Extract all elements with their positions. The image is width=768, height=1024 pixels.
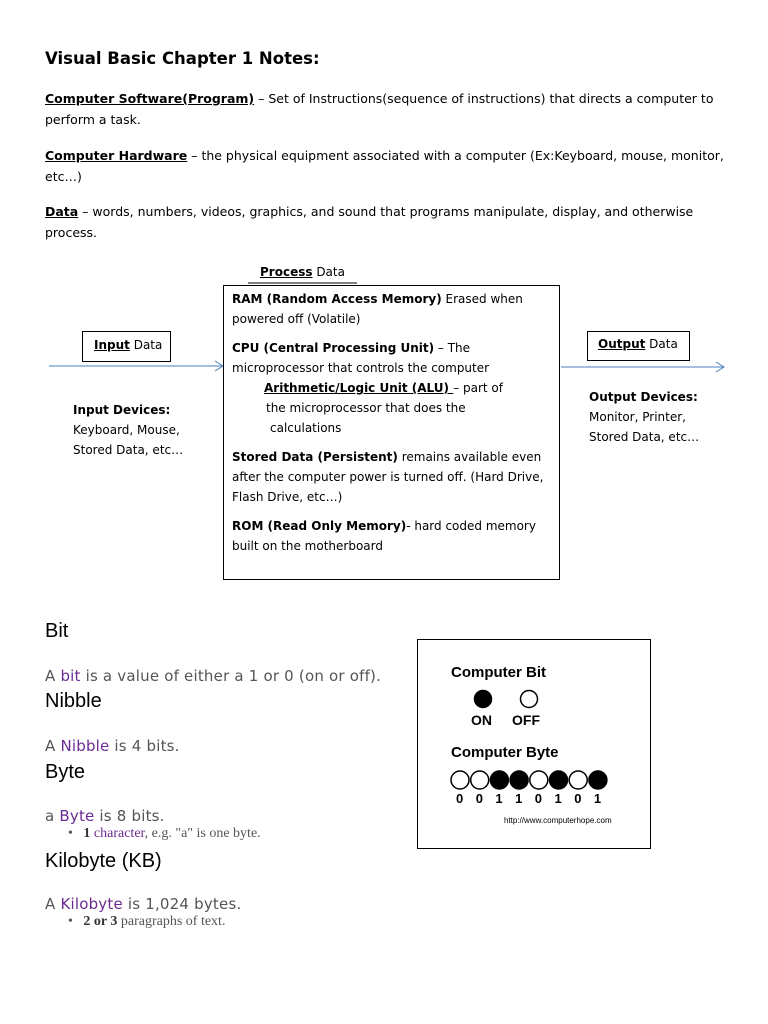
byte-bit-circle-icon bbox=[490, 771, 508, 789]
def-post: is 1,024 bytes. bbox=[122, 895, 242, 913]
def-post: is 8 bits. bbox=[94, 807, 165, 825]
def-pre: a bbox=[45, 807, 60, 825]
heading-nibble: Nibble bbox=[45, 690, 102, 712]
term-data: Data bbox=[45, 204, 79, 219]
input-label-bold: Input bbox=[94, 338, 130, 352]
byte-bit-circle-icon bbox=[589, 771, 607, 789]
bullet-text: , e.g. "a" is one byte. bbox=[144, 826, 261, 841]
heading-byte: Byte bbox=[45, 761, 86, 783]
kilobyte-bullet bbox=[68, 914, 225, 930]
rom-item bbox=[232, 516, 551, 556]
byte-digits bbox=[418, 791, 650, 807]
output-devices-line: Monitor, Printer, bbox=[589, 410, 686, 424]
alu-line-1 bbox=[232, 378, 551, 398]
byte-bit-digit: 0 bbox=[456, 791, 464, 806]
byte-bit-digit: 1 bbox=[495, 791, 503, 806]
byte-bit-digit: 1 bbox=[593, 791, 602, 806]
kilobyte-definition bbox=[45, 895, 241, 913]
nibble-definition bbox=[45, 737, 180, 755]
definition-text: – words, numbers, videos, graphics, and sound that programs manipulate, display, and otherwise process. bbox=[45, 204, 694, 240]
alu-line-3: calculations bbox=[270, 421, 342, 435]
alu-term: Arithmetic/Logic Unit (ALU) bbox=[264, 381, 454, 395]
byte-bit-digit: 1 bbox=[515, 791, 523, 806]
alu-line-2: the microprocessor that does the bbox=[266, 401, 466, 415]
input-devices-line: Keyboard, Mouse, bbox=[73, 423, 180, 437]
output-devices-line: Stored Data, etc… bbox=[589, 430, 700, 444]
def-pre: A bbox=[45, 895, 61, 913]
byte-bit-digit: 1 bbox=[554, 791, 562, 806]
byte-bit-circle-icon bbox=[451, 771, 469, 789]
nibble-link[interactable]: Nibble bbox=[60, 737, 110, 755]
cpu-text: – The microprocessor that controls the computer bbox=[232, 341, 490, 375]
byte-bit-circle-icon bbox=[510, 771, 528, 789]
stored-data-item bbox=[232, 447, 551, 507]
computer-byte-title: Computer Byte bbox=[451, 744, 559, 761]
bullet-dot-icon: • bbox=[68, 826, 84, 841]
output-label-bold: Output bbox=[598, 337, 646, 351]
byte-circles bbox=[451, 771, 607, 789]
byte-bit-digit: 0 bbox=[534, 791, 543, 806]
bit-off-circle-icon bbox=[521, 691, 538, 708]
byte-definition bbox=[45, 807, 165, 825]
source-url: http://www.computerhope.com bbox=[504, 816, 612, 825]
heading-kilobyte: Kilobyte (KB) bbox=[45, 850, 162, 872]
bullet-bold: 2 or 3 bbox=[83, 914, 118, 929]
byte-bit-circle-icon bbox=[471, 771, 489, 789]
byte-bit-digit: 0 bbox=[475, 791, 483, 806]
ram-term: RAM (Random Access Memory) bbox=[232, 292, 442, 306]
bit-link[interactable]: bit bbox=[60, 667, 81, 685]
kilobyte-link[interactable]: Kilobyte bbox=[60, 895, 123, 913]
stored-data-term: Stored Data (Persistent) bbox=[232, 450, 398, 464]
computer-bit-byte-figure bbox=[417, 639, 651, 849]
def-pre: A bbox=[45, 667, 61, 685]
output-data-box bbox=[587, 331, 690, 361]
stored-data-text: remains available even after the computer power is turned off. (Hard Drive, Flash Drive, etc…) bbox=[232, 450, 544, 504]
term-hardware: Computer Hardware bbox=[45, 148, 188, 163]
cpu-term: CPU (Central Processing Unit) bbox=[232, 341, 435, 355]
rom-text: - hard coded memory built on the motherboard bbox=[232, 519, 536, 553]
alu-text: – part of bbox=[453, 381, 503, 395]
output-devices-title: Output Devices: bbox=[589, 390, 698, 404]
def-post: is 4 bits. bbox=[109, 737, 180, 755]
on-label: ON bbox=[471, 712, 492, 728]
ram-text: Erased when powered off (Volatile) bbox=[232, 292, 523, 326]
input-devices bbox=[73, 400, 183, 460]
bit-definition bbox=[45, 667, 381, 685]
process-data-label bbox=[260, 265, 345, 279]
input-label-rest: Data bbox=[129, 338, 163, 352]
input-data-box bbox=[82, 331, 171, 362]
process-label-rest: Data bbox=[312, 265, 345, 279]
byte-bit-circle-icon bbox=[550, 771, 568, 789]
bullet-bold: 1 bbox=[83, 826, 94, 841]
cpu-item bbox=[232, 338, 551, 378]
heading-bit: Bit bbox=[45, 620, 69, 642]
definition-text: – Set of Instructions(sequence of instructions) that directs a computer to perform a task. bbox=[45, 91, 714, 127]
byte-bit-circle-icon bbox=[530, 771, 548, 789]
byte-link[interactable]: Byte bbox=[59, 807, 95, 825]
process-label-bold: Process bbox=[260, 265, 313, 279]
byte-bullet bbox=[68, 826, 261, 842]
process-data-box bbox=[223, 285, 560, 580]
def-pre: A bbox=[45, 737, 61, 755]
output-label-rest: Data bbox=[645, 337, 678, 351]
bullet-text: paragraphs of text. bbox=[117, 914, 226, 929]
rom-term: ROM (Read Only Memory) bbox=[232, 519, 407, 533]
off-label: OFF bbox=[512, 712, 540, 728]
page-title: Visual Basic Chapter 1 Notes: bbox=[45, 49, 320, 68]
computer-bit-title: Computer Bit bbox=[451, 664, 546, 681]
byte-bit-circle-icon bbox=[569, 771, 587, 789]
input-devices-line: Stored Data, etc… bbox=[73, 443, 184, 457]
def-post: is a value of either a 1 or 0 (on or off). bbox=[80, 667, 382, 685]
input-devices-title: Input Devices: bbox=[73, 403, 171, 417]
definition-text: – the physical equipment associated with a computer (Ex:Keyboard, mouse, monitor, etc…) bbox=[45, 148, 724, 184]
output-devices bbox=[589, 387, 699, 447]
byte-bit-digit: 0 bbox=[574, 791, 582, 806]
bit-on-circle-icon bbox=[475, 691, 492, 708]
ram-item bbox=[232, 289, 551, 329]
character-link[interactable]: character bbox=[93, 826, 145, 841]
term-software: Computer Software(Program) bbox=[45, 91, 255, 106]
bullet-dot-icon: • bbox=[68, 914, 84, 929]
